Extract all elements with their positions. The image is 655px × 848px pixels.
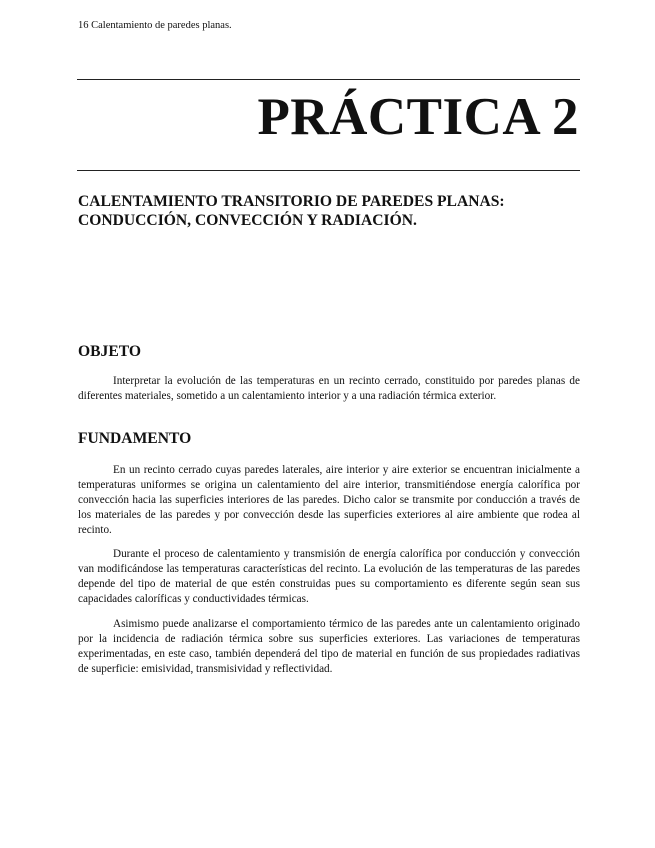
chapter-title: PRÁCTICA 2 [257,88,579,146]
section-heading-fundamento: FUNDAMENTO [78,430,192,447]
paragraph-fundamento-1: En un recinto cerrado cuyas paredes laterales, aire interior y aire exterior se encuentran inicialmente a temperaturas uniformes se origina un calentamiento del aire interior, transmitiéndose energía calorífica por convección hacia las superficies interiores de las paredes. Dicho calor se transmite por conducción a través de los materiales de las paredes y por convección desde las superficies exteriores al aire ambiente que rodea al recinto. [78,464,580,536]
running-header: 16 Calentamiento de paredes planas. [78,20,232,31]
chapter-subtitle: CALENTAMIENTO TRANSITORIO DE PAREDES PLANAS: CONDUCCIÓN, CONVECCIÓN Y RADIACIÓN. [78,193,505,229]
section-heading-objeto: OBJETO [78,343,141,360]
paragraph-fundamento-3: Asimismo puede analizarse el comportamiento térmico de las paredes ante un calentamiento originado por la incidencia de radiación térmica sobre sus superficies exteriores. Las variaciones de temperaturas experimentadas, en este caso, también dependerá del tipo de material en función de sus propiedades radiativas de superficie: emisividad, transmisividad y reflectividad. [78,618,580,675]
paragraph-objeto: Interpretar la evolución de las temperaturas en un recinto cerrado, constituido por paredes planas de diferentes materiales, sometido a un calentamiento interior y a una radiación térmica exterior. [78,375,580,402]
title-rule-top [77,79,580,80]
title-rule-bottom [77,170,580,171]
paragraph-fundamento-2: Durante el proceso de calentamiento y transmisión de energía calorífica por conducción y convección van modificándose las temperaturas características del recinto. La evolución de las temperaturas de las paredes depende del tipo de material de que estén construidas pues su comportamiento es diferente según sean sus capacidades caloríficas y conductividades térmicas. [78,548,580,605]
